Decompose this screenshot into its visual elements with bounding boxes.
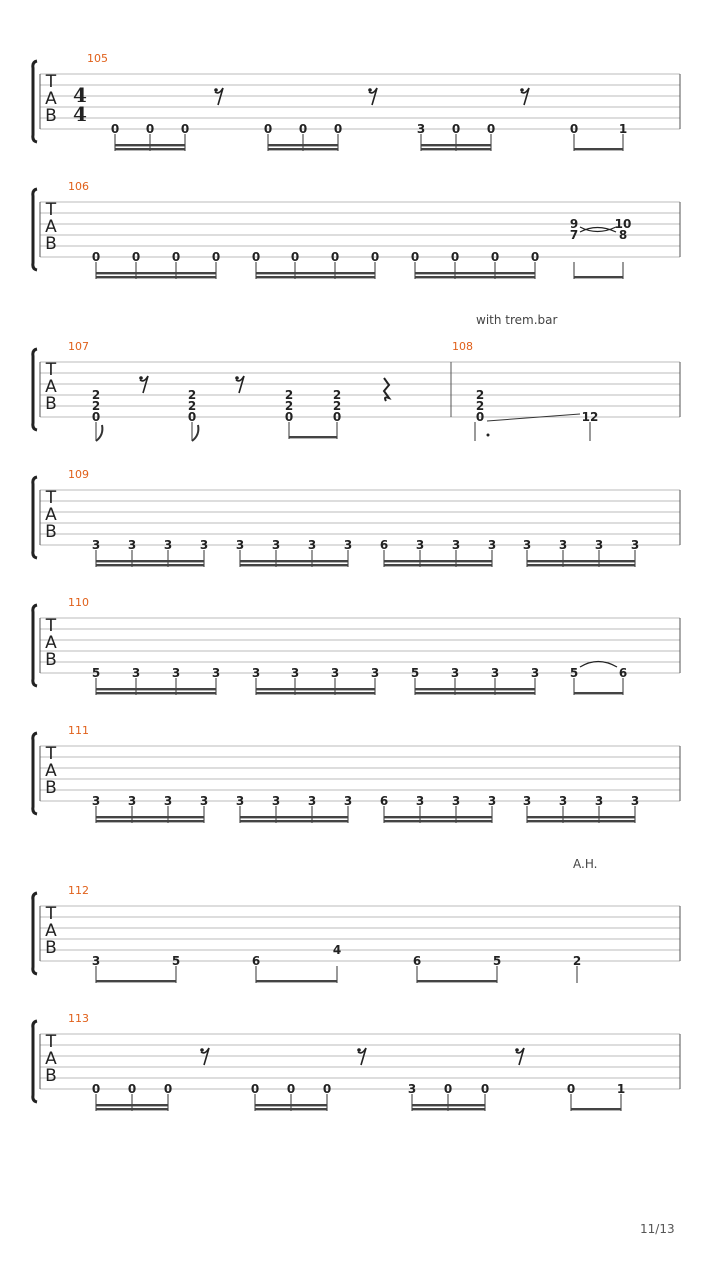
- system-bracket: [33, 61, 37, 142]
- tab-letter: A: [45, 761, 57, 781]
- fret-number: 6: [379, 794, 389, 808]
- system-bracket: [33, 477, 37, 558]
- beam: [240, 816, 348, 818]
- beam: [96, 816, 204, 818]
- beam: [96, 1108, 168, 1110]
- fret-number: 0: [127, 1082, 137, 1096]
- beam: [268, 148, 338, 150]
- beam: [256, 692, 375, 694]
- beam: [256, 276, 375, 278]
- fret-number: 3: [307, 794, 317, 808]
- measure-number: 105: [87, 52, 108, 65]
- fret-number: 3: [558, 538, 568, 552]
- fret-number: 0: [251, 250, 261, 264]
- tab-letter: B: [45, 778, 57, 798]
- measure-number: 107: [68, 340, 89, 353]
- fret-number: 0: [263, 122, 273, 136]
- eighth-rest-dot: [235, 376, 239, 380]
- fret-number: 3: [370, 666, 380, 680]
- fret-number: 6: [251, 954, 261, 968]
- tab-letter: T: [45, 616, 57, 636]
- tab-system: [33, 468, 680, 567]
- fret-number: 3: [530, 666, 540, 680]
- eighth-rest-dot: [357, 1048, 361, 1052]
- fret-number: 2: [187, 399, 197, 413]
- beam: [96, 1104, 168, 1106]
- fret-number: 3: [415, 538, 425, 552]
- beam: [96, 564, 204, 566]
- beam: [256, 688, 375, 690]
- system-bracket: [33, 189, 37, 270]
- fret-number: 0: [290, 250, 300, 264]
- fret-number: 3: [594, 794, 604, 808]
- fret-number: 0: [322, 1082, 332, 1096]
- beam: [384, 564, 492, 566]
- tab-letter: B: [45, 650, 57, 670]
- beam: [415, 276, 535, 278]
- fret-number: 0: [475, 410, 485, 424]
- fret-number: 8: [618, 228, 628, 242]
- beam: [115, 144, 185, 146]
- beam: [412, 1104, 485, 1106]
- fret-number: 3: [131, 666, 141, 680]
- beam: [268, 144, 338, 146]
- fret-number: 0: [330, 250, 340, 264]
- eighth-rest-dot: [515, 1048, 519, 1052]
- measure-number: 113: [68, 1012, 89, 1025]
- fret-number: 0: [286, 1082, 296, 1096]
- measure-number: 109: [68, 468, 89, 481]
- tab-letter: A: [45, 921, 57, 941]
- fret-number: 0: [370, 250, 380, 264]
- page-number: 11/13: [640, 1222, 675, 1236]
- fret-number: 5: [410, 666, 420, 680]
- fret-number: 3: [343, 538, 353, 552]
- beam: [96, 692, 216, 694]
- fret-number: 9: [569, 217, 579, 231]
- fret-number: 1: [616, 1082, 626, 1096]
- fret-number: 6: [412, 954, 422, 968]
- beam: [240, 820, 348, 822]
- eighth-rest-dot: [214, 88, 218, 92]
- fret-number: 2: [475, 388, 485, 402]
- quarter-rest: [384, 378, 389, 401]
- tab-system: [33, 724, 680, 823]
- annotation-text: A.H.: [573, 857, 598, 871]
- tab-system: [33, 1012, 680, 1111]
- fret-number: 2: [475, 399, 485, 413]
- tab-system: [33, 857, 680, 983]
- system-bracket: [33, 893, 37, 974]
- beam: [256, 272, 375, 274]
- beam: [527, 560, 635, 562]
- tab-letter: A: [45, 217, 57, 237]
- tab-letter: T: [45, 904, 57, 924]
- fret-number: 0: [332, 410, 342, 424]
- time-signature-bottom: 4: [73, 102, 87, 126]
- fret-number: 2: [284, 388, 294, 402]
- beam: [384, 820, 492, 822]
- fret-number: 0: [284, 410, 294, 424]
- beam: [289, 436, 337, 438]
- system-bracket: [33, 349, 37, 430]
- tab-letter: B: [45, 938, 57, 958]
- beam: [240, 560, 348, 562]
- tab-letter: A: [45, 505, 57, 525]
- fret-number: 2: [332, 399, 342, 413]
- fret-number: 2: [332, 388, 342, 402]
- beam: [421, 144, 491, 146]
- fret-number: 3: [451, 538, 461, 552]
- beam: [96, 272, 216, 274]
- fret-number: 6: [618, 666, 628, 680]
- fret-number: 3: [450, 666, 460, 680]
- tab-system: [33, 596, 680, 695]
- tab-letter: B: [45, 522, 57, 542]
- fret-number: 0: [486, 122, 496, 136]
- beam: [96, 276, 216, 278]
- fret-number: 0: [91, 410, 101, 424]
- fret-number: 3: [487, 538, 497, 552]
- beam: [415, 692, 535, 694]
- fret-number: 3: [235, 538, 245, 552]
- fret-number: 2: [284, 399, 294, 413]
- fret-number: 3: [127, 794, 137, 808]
- tab-system: [33, 180, 680, 279]
- fret-number: 3: [451, 794, 461, 808]
- fret-number: 0: [480, 1082, 490, 1096]
- tab-letter: A: [45, 1049, 57, 1069]
- fret-number: 0: [131, 250, 141, 264]
- fret-number: 3: [199, 794, 209, 808]
- tab-letter: T: [45, 72, 57, 92]
- measure-number: 110: [68, 596, 89, 609]
- fret-number: 6: [379, 538, 389, 552]
- tab-system: [33, 52, 680, 151]
- beam: [415, 272, 535, 274]
- eighth-rest-dot: [200, 1048, 204, 1052]
- fret-number: 3: [171, 666, 181, 680]
- fret-number: 3: [522, 794, 532, 808]
- fret-number: 0: [171, 250, 181, 264]
- fret-number: 3: [343, 794, 353, 808]
- beam: [574, 692, 623, 694]
- beam: [574, 148, 623, 150]
- fret-number: 5: [569, 666, 579, 680]
- fret-number: 2: [91, 399, 101, 413]
- beam: [527, 820, 635, 822]
- fret-number: 0: [91, 1082, 101, 1096]
- fret-number: 3: [271, 538, 281, 552]
- eighth-rest-dot: [520, 88, 524, 92]
- fret-number: 5: [91, 666, 101, 680]
- beam: [255, 1108, 327, 1110]
- system-bracket: [33, 1021, 37, 1102]
- measure-number: 106: [68, 180, 89, 193]
- fret-number: 2: [187, 388, 197, 402]
- tab-letter: T: [45, 200, 57, 220]
- beam: [384, 560, 492, 562]
- beam: [96, 560, 204, 562]
- fret-number: 3: [163, 538, 173, 552]
- fret-number: 5: [171, 954, 181, 968]
- fret-number: 0: [91, 250, 101, 264]
- fret-number: 3: [211, 666, 221, 680]
- fret-number: 3: [235, 794, 245, 808]
- fret-number: 3: [330, 666, 340, 680]
- note-flag: [192, 425, 198, 441]
- tab-letter: B: [45, 106, 57, 126]
- beam: [412, 1108, 485, 1110]
- fret-number: 7: [569, 228, 579, 242]
- fret-number: 3: [630, 538, 640, 552]
- fret-number: 0: [110, 122, 120, 136]
- fret-number: 3: [199, 538, 209, 552]
- time-signature-top: 4: [73, 83, 87, 107]
- tab-letter: B: [45, 234, 57, 254]
- fret-number: 3: [307, 538, 317, 552]
- beam: [255, 1104, 327, 1106]
- fret-number: 10: [614, 217, 632, 231]
- fret-number: 3: [490, 666, 500, 680]
- beam: [527, 564, 635, 566]
- fret-number: 0: [145, 122, 155, 136]
- measure-number: 108: [452, 340, 473, 353]
- fret-number: 0: [187, 410, 197, 424]
- fret-number: 0: [490, 250, 500, 264]
- fret-number: 0: [566, 1082, 576, 1096]
- beam: [115, 148, 185, 150]
- fret-number: 3: [251, 666, 261, 680]
- fret-number: 12: [581, 410, 599, 424]
- fret-number: 0: [250, 1082, 260, 1096]
- system-bracket: [33, 605, 37, 686]
- fret-number: 3: [163, 794, 173, 808]
- beam: [527, 816, 635, 818]
- tab-letter: B: [45, 1066, 57, 1086]
- fret-number: 0: [298, 122, 308, 136]
- eighth-rest-dot: [368, 88, 372, 92]
- fret-number: 3: [487, 794, 497, 808]
- beam: [417, 980, 497, 982]
- fret-number: 3: [91, 794, 101, 808]
- fret-number: 5: [492, 954, 502, 968]
- fret-number: 2: [91, 388, 101, 402]
- tab-letter: A: [45, 89, 57, 109]
- tab-letter: T: [45, 360, 57, 380]
- beam: [415, 688, 535, 690]
- measure-number: 111: [68, 724, 89, 737]
- fret-number: 3: [416, 122, 426, 136]
- tab-system: [33, 313, 680, 439]
- measure-number: 112: [68, 884, 89, 897]
- tab-letter: A: [45, 633, 57, 653]
- fret-number: 3: [558, 794, 568, 808]
- beam: [421, 148, 491, 150]
- fret-number: 3: [415, 794, 425, 808]
- beam: [96, 980, 176, 982]
- fret-number: 0: [450, 250, 460, 264]
- fret-number: 4: [332, 943, 342, 957]
- fret-number: 0: [180, 122, 190, 136]
- eighth-rest-dot: [139, 376, 143, 380]
- beam: [256, 980, 337, 982]
- fret-number: 3: [91, 954, 101, 968]
- beam: [574, 276, 623, 278]
- fret-number: 0: [211, 250, 221, 264]
- fret-number: 3: [271, 794, 281, 808]
- fret-number: 3: [594, 538, 604, 552]
- fret-number: 0: [530, 250, 540, 264]
- fret-number: 3: [91, 538, 101, 552]
- fret-number: 0: [569, 122, 579, 136]
- dot: [487, 434, 490, 437]
- fret-number: 3: [290, 666, 300, 680]
- tab-letter: A: [45, 377, 57, 397]
- annotation-text: with trem.bar: [476, 313, 558, 327]
- fret-number: 0: [163, 1082, 173, 1096]
- fret-number: 3: [522, 538, 532, 552]
- fret-number: 3: [407, 1082, 417, 1096]
- beam: [96, 820, 204, 822]
- fret-number: 0: [410, 250, 420, 264]
- note-flag: [96, 425, 102, 441]
- tab-letter: T: [45, 744, 57, 764]
- system-bracket: [33, 733, 37, 814]
- tab-letter: T: [45, 1032, 57, 1052]
- fret-number: 3: [630, 794, 640, 808]
- fret-number: 0: [333, 122, 343, 136]
- fret-number: 3: [127, 538, 137, 552]
- fret-number: 0: [451, 122, 461, 136]
- fret-number: 2: [572, 954, 582, 968]
- beam: [240, 564, 348, 566]
- beam: [571, 1108, 621, 1110]
- fret-number: 1: [618, 122, 628, 136]
- beam: [96, 688, 216, 690]
- tab-letter: T: [45, 488, 57, 508]
- fret-number: 0: [443, 1082, 453, 1096]
- tab-letter: B: [45, 394, 57, 414]
- beam: [384, 816, 492, 818]
